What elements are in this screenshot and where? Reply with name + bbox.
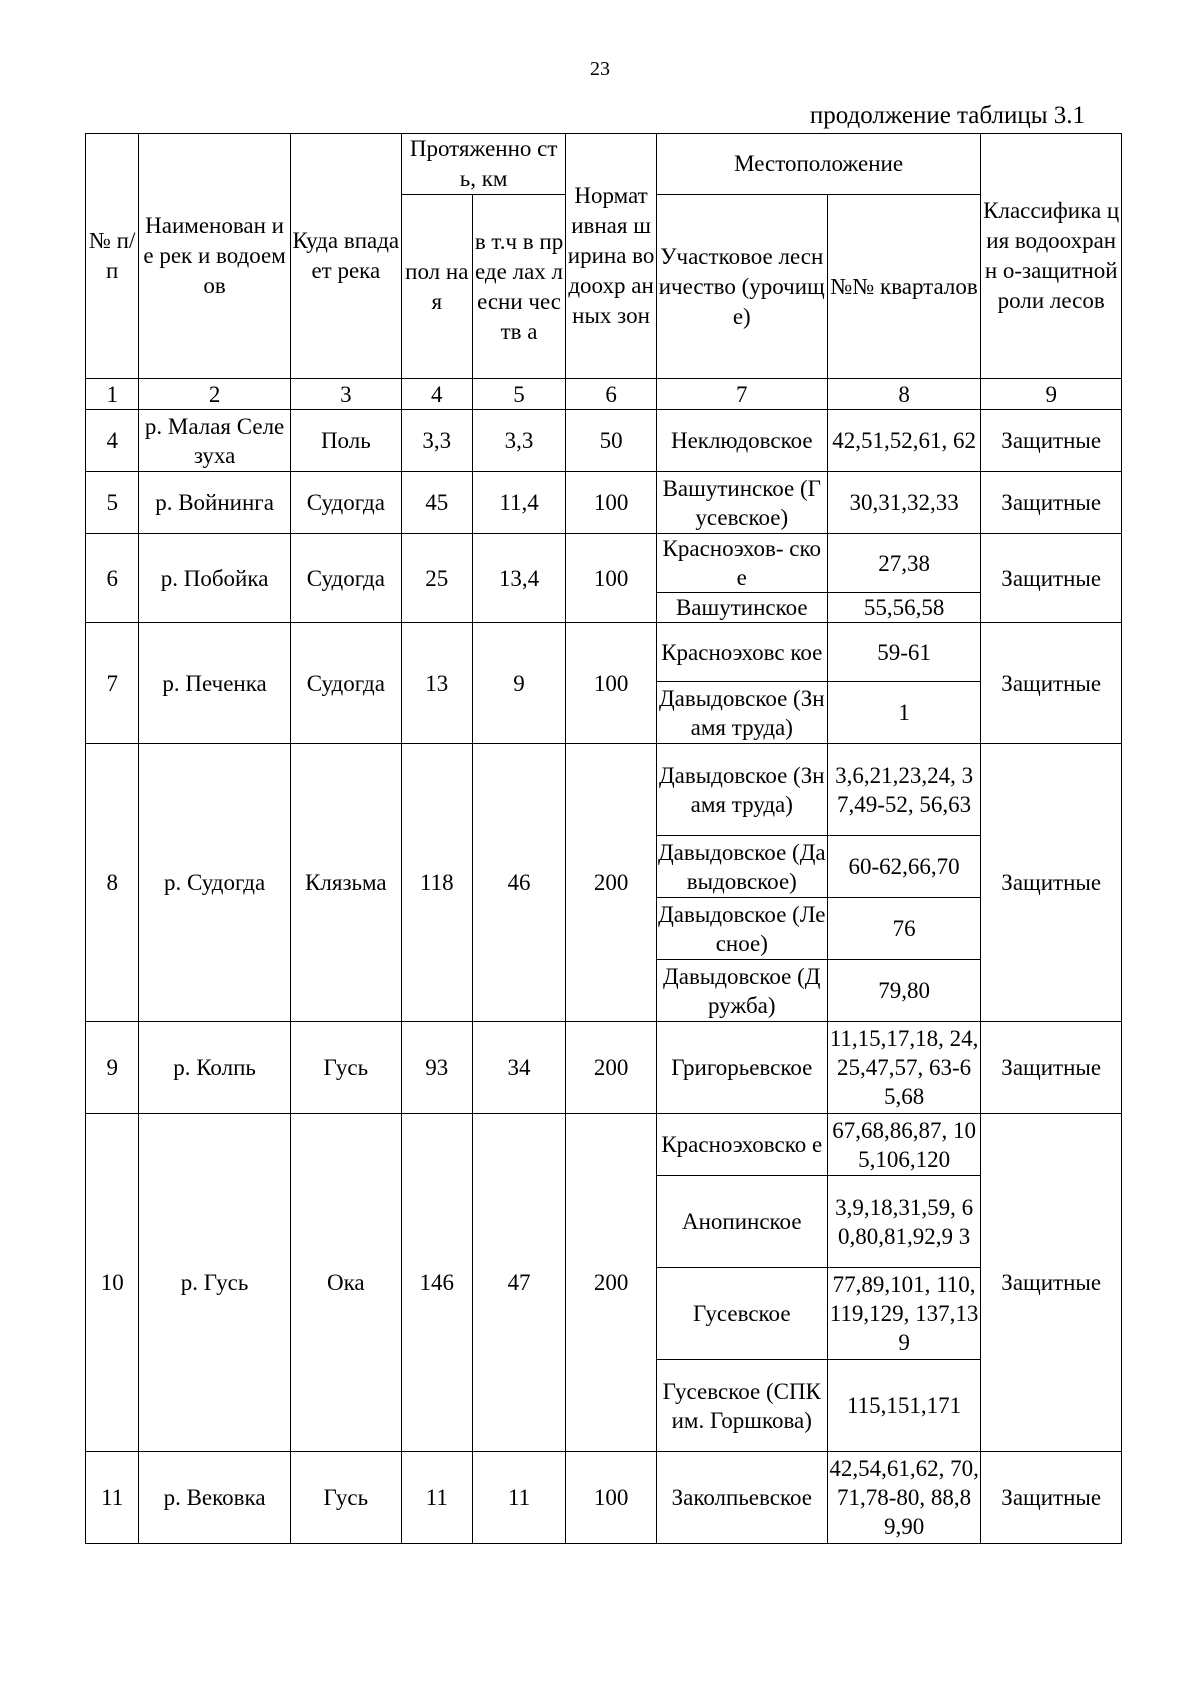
table-continuation-label: продолжение таблицы 3.1: [809, 102, 1085, 129]
cell-river-name: р. Колпь: [139, 1022, 290, 1114]
cell-length-full: 25: [401, 534, 472, 623]
cell-classification: Защитные: [981, 623, 1122, 744]
cell-classification: Защитные: [981, 1114, 1122, 1452]
cell-quarters: 11,15,17,18, 24,25,47,57, 63-65,68: [827, 1022, 981, 1114]
column-number: 3: [290, 379, 401, 410]
header-forestry: Участковое лесничество (урочище): [656, 195, 827, 379]
cell-zone-width: 200: [566, 1114, 656, 1452]
cell-zone-width: 200: [566, 1022, 656, 1114]
cell-length-forest: 9: [472, 623, 566, 744]
cell-river-name: р. Гусь: [139, 1114, 290, 1452]
table-row: [86, 1452, 1122, 1544]
cell-river-name: р. Печенка: [139, 623, 290, 744]
header-quarters: №№ кварталов: [827, 195, 981, 379]
cell-forestry: Давыдовское (Дружба): [656, 960, 827, 1022]
cell-quarters: 76: [827, 898, 981, 960]
cell-quarters: 60-62,66,70: [827, 836, 981, 898]
cell-length-forest: 3,3: [472, 410, 566, 472]
column-number: 9: [981, 379, 1122, 410]
table-row: [86, 1022, 1122, 1114]
table-row: [86, 744, 1122, 836]
cell-length-full: 45: [401, 472, 472, 534]
cell-classification: Защитные: [981, 744, 1122, 1022]
cell-num: 11: [86, 1452, 139, 1544]
column-number: 1: [86, 379, 139, 410]
cell-classification: Защитные: [981, 472, 1122, 534]
cell-length-full: 13: [401, 623, 472, 744]
cell-forestry: Заколпьевское: [656, 1452, 827, 1544]
cell-num: 10: [86, 1114, 139, 1452]
cell-forestry: Неклюдовское: [656, 410, 827, 472]
cell-outflow: Судогда: [290, 623, 401, 744]
cell-quarters: 67,68,86,87, 105,106,120: [827, 1114, 981, 1176]
cell-classification: Защитные: [981, 410, 1122, 472]
table-row: [86, 410, 1122, 472]
cell-outflow: Судогда: [290, 534, 401, 623]
column-number: 4: [401, 379, 472, 410]
cell-num: 4: [86, 410, 139, 472]
column-number: 5: [472, 379, 566, 410]
cell-length-forest: 11: [472, 1452, 566, 1544]
table-row: [86, 472, 1122, 534]
cell-forestry: Анопинское: [656, 1176, 827, 1268]
cell-forestry: Красноэхов- ское: [656, 534, 827, 593]
cell-length-full: 146: [401, 1114, 472, 1452]
cell-classification: Защитные: [981, 1452, 1122, 1544]
column-number: 8: [827, 379, 981, 410]
cell-outflow: Поль: [290, 410, 401, 472]
cell-quarters: 55,56,58: [827, 593, 981, 623]
cell-quarters: 79,80: [827, 960, 981, 1022]
cell-forestry: Красноэховско е: [656, 1114, 827, 1176]
cell-classification: Защитные: [981, 534, 1122, 623]
cell-quarters: 115,151,171: [827, 1360, 981, 1452]
cell-quarters: 30,31,32,33: [827, 472, 981, 534]
cell-zone-width: 100: [566, 623, 656, 744]
header-length-forest: в т.ч в преде лах лесни честв а: [472, 195, 566, 379]
cell-forestry: Григорьевское: [656, 1022, 827, 1114]
header-width: Нормат ивная ширина водоохр анных зон: [566, 134, 656, 379]
header-outflow: Куда впадает река: [290, 134, 401, 379]
cell-forestry: Давыдовское (Лесное): [656, 898, 827, 960]
cell-forestry: Давыдовское (Давыдовское): [656, 836, 827, 898]
header-length-group: Протяженно сть, км: [401, 134, 565, 195]
cell-outflow: Судогда: [290, 472, 401, 534]
cell-zone-width: 100: [566, 472, 656, 534]
cell-length-forest: 46: [472, 744, 566, 1022]
cell-forestry: Вашутинское (Гусевское): [656, 472, 827, 534]
header-location-group: Местоположение: [656, 134, 981, 195]
header-classification: Классифика ция водоохранн о-защитной роли лесов: [981, 134, 1122, 379]
table-row: [86, 1114, 1122, 1176]
cell-forestry: Гусевское (СПК им. Горшкова): [656, 1360, 827, 1452]
cell-forestry: Давыдовское (Знамя труда): [656, 744, 827, 836]
cell-length-full: 3,3: [401, 410, 472, 472]
cell-quarters: 3,6,21,23,24, 37,49-52, 56,63: [827, 744, 981, 836]
cell-forestry: Вашутинское: [656, 593, 827, 623]
cell-num: 6: [86, 534, 139, 623]
cell-quarters: 27,38: [827, 534, 981, 593]
cell-length-forest: 11,4: [472, 472, 566, 534]
cell-quarters: 1: [827, 682, 981, 744]
column-number-row: [86, 379, 1122, 410]
cell-length-forest: 13,4: [472, 534, 566, 623]
cell-length-full: 118: [401, 744, 472, 1022]
header-num: № п/п: [86, 134, 139, 379]
cell-zone-width: 50: [566, 410, 656, 472]
cell-num: 7: [86, 623, 139, 744]
cell-quarters: 59-61: [827, 623, 981, 682]
cell-zone-width: 200: [566, 744, 656, 1022]
cell-river-name: р. Вековка: [139, 1452, 290, 1544]
cell-river-name: р. Судогда: [139, 744, 290, 1022]
cell-quarters: 42,54,61,62, 70,71,78-80, 88,89,90: [827, 1452, 981, 1544]
cell-length-forest: 47: [472, 1114, 566, 1452]
cell-quarters: 3,9,18,31,59, 60,80,81,92,9 3: [827, 1176, 981, 1268]
cell-outflow: Гусь: [290, 1022, 401, 1114]
cell-length-forest: 34: [472, 1022, 566, 1114]
header-name: Наименован ие рек и водоемов: [139, 134, 290, 379]
cell-num: 5: [86, 472, 139, 534]
cell-river-name: р. Малая Селезуха: [139, 410, 290, 472]
table-row: [86, 534, 1122, 593]
cell-forestry: Гусевское: [656, 1268, 827, 1360]
cell-outflow: Гусь: [290, 1452, 401, 1544]
cell-num: 8: [86, 744, 139, 1022]
cell-classification: Защитные: [981, 1022, 1122, 1114]
cell-length-full: 93: [401, 1022, 472, 1114]
cell-outflow: Клязьма: [290, 744, 401, 1022]
header-length-full: пол ная: [401, 195, 472, 379]
cell-zone-width: 100: [566, 1452, 656, 1544]
cell-zone-width: 100: [566, 534, 656, 623]
cell-river-name: р. Войнинга: [139, 472, 290, 534]
cell-forestry: Красноэховс кое: [656, 623, 827, 682]
column-number: 7: [656, 379, 827, 410]
column-number: 2: [139, 379, 290, 410]
cell-quarters: 77,89,101, 110,119,129, 137,139: [827, 1268, 981, 1360]
cell-river-name: р. Побойка: [139, 534, 290, 623]
water-protection-table: [85, 133, 1122, 1544]
table-row: [86, 623, 1122, 682]
cell-length-full: 11: [401, 1452, 472, 1544]
column-number: 6: [566, 379, 656, 410]
cell-quarters: 42,51,52,61, 62: [827, 410, 981, 472]
page-number: 23: [590, 58, 610, 80]
cell-forestry: Давыдовское (Знамя труда): [656, 682, 827, 744]
cell-num: 9: [86, 1022, 139, 1114]
cell-outflow: Ока: [290, 1114, 401, 1452]
